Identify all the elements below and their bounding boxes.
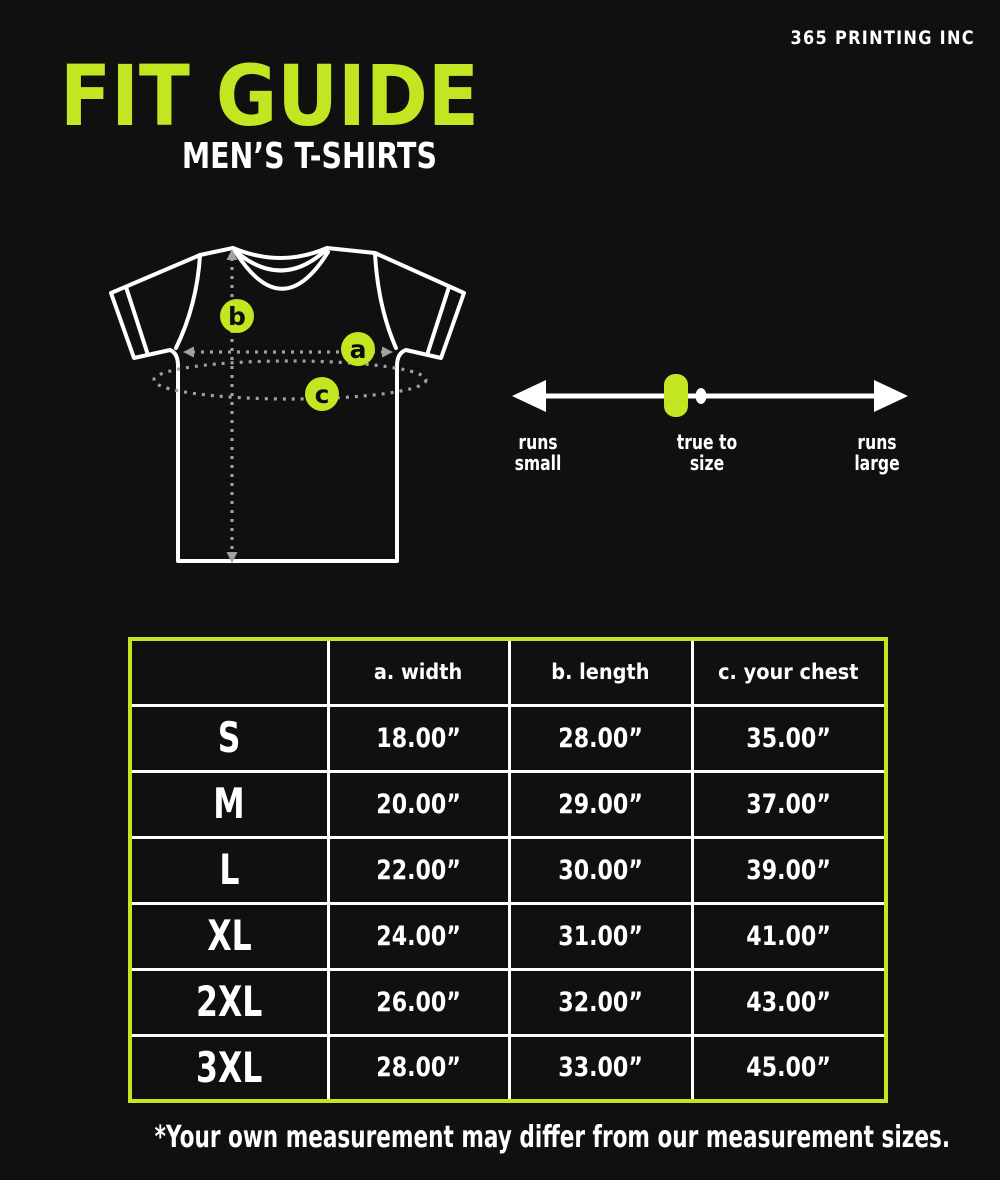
- tshirt-collar-back-line: [233, 248, 327, 258]
- size-table: [128, 637, 888, 1103]
- size-label: L: [219, 845, 240, 894]
- size-table-header-row: [130, 639, 886, 705]
- scale-label-runs-small: [515, 432, 562, 474]
- chest-value: 43.00”: [746, 986, 832, 1018]
- size-label: S: [217, 713, 241, 762]
- header-chest: [692, 639, 886, 705]
- header-size: [130, 639, 328, 705]
- width-cell: [328, 969, 509, 1035]
- marker-c: [305, 377, 339, 411]
- size-cell: [130, 705, 328, 771]
- length-value: 32.00”: [558, 986, 643, 1018]
- scale-label-runs-large: [854, 432, 899, 474]
- width-value: 26.00”: [376, 986, 461, 1018]
- fit-scale-diagram: [505, 368, 915, 424]
- chest-value: 45.00”: [746, 1052, 832, 1084]
- tshirt-seam-right: [375, 254, 396, 348]
- fit-scale-arrow-right-icon: [874, 380, 908, 412]
- chest-cell: [692, 705, 886, 771]
- footnote: *Your own measurement may differ from our measurement sizes.: [154, 1120, 951, 1155]
- table-row: [130, 771, 886, 837]
- width-arrow-left-icon: [183, 347, 194, 358]
- width-value: 22.00”: [376, 854, 461, 886]
- width-cell: [328, 771, 509, 837]
- page-subtitle-row: [60, 136, 437, 177]
- scale-label-line: large: [854, 451, 900, 475]
- chest-cell: [692, 903, 886, 969]
- size-cell: [130, 837, 328, 903]
- length-value: 30.00”: [558, 854, 643, 886]
- marker-c-letter: c: [314, 380, 330, 409]
- size-cell: [130, 771, 328, 837]
- header-length-label: b. length: [551, 660, 650, 685]
- chest-cell: [692, 1035, 886, 1101]
- width-cell: [328, 837, 509, 903]
- scale-label-line: small: [514, 451, 562, 475]
- header-chest-label: c. your chest: [718, 660, 859, 685]
- length-cell: [509, 771, 692, 837]
- length-value: 31.00”: [558, 920, 643, 952]
- footnote-row: [0, 1120, 1000, 1155]
- width-value: 28.00”: [376, 1052, 461, 1084]
- scale-label-true-to-size: [677, 432, 737, 474]
- table-row: [130, 1035, 886, 1101]
- length-value: 33.00”: [558, 1052, 643, 1084]
- header-width-label: a. width: [374, 660, 463, 685]
- fit-scale-dot-icon: [696, 388, 707, 404]
- width-value: 24.00”: [376, 920, 461, 952]
- scale-label-line: runs: [857, 430, 897, 454]
- size-label: M: [213, 779, 245, 828]
- page-subtitle: MEN’S T-SHIRTS: [181, 136, 437, 177]
- chest-cell: [692, 837, 886, 903]
- chest-value: 35.00”: [746, 722, 832, 754]
- scale-label-line: size: [689, 451, 725, 475]
- page-title: FIT GUIDE: [60, 47, 479, 145]
- length-cell: [509, 1035, 692, 1101]
- table-row: [130, 837, 886, 903]
- chest-cell: [692, 771, 886, 837]
- size-cell: [130, 1035, 328, 1101]
- length-value: 29.00”: [558, 788, 643, 820]
- length-value: 28.00”: [558, 722, 643, 754]
- size-cell: [130, 903, 328, 969]
- brand-name: 365 PRINTING INC: [790, 27, 975, 49]
- length-cell: [509, 705, 692, 771]
- size-label: 3XL: [196, 1042, 263, 1092]
- width-cell: [328, 903, 509, 969]
- tshirt-seam-left: [176, 255, 200, 348]
- tshirt-outline-icon: [111, 248, 464, 561]
- fit-scale-indicator: [664, 374, 688, 417]
- table-row: [130, 705, 886, 771]
- width-cell: [328, 705, 509, 771]
- length-cell: [509, 903, 692, 969]
- chest-measure-ellipse: [154, 361, 426, 399]
- header-width: [328, 639, 509, 705]
- width-arrow-right-icon: [382, 347, 393, 358]
- width-value: 20.00”: [376, 788, 461, 820]
- chest-value: 37.00”: [746, 788, 832, 820]
- chest-value: 39.00”: [746, 854, 832, 886]
- scale-label-line: true to: [676, 430, 738, 454]
- scale-label-line: runs: [518, 430, 558, 454]
- size-cell: [130, 969, 328, 1035]
- fit-scale-arrow-left-icon: [512, 380, 546, 412]
- size-label: 2XL: [196, 977, 263, 1026]
- header-length: [509, 639, 692, 705]
- marker-b: [220, 299, 254, 333]
- length-cell: [509, 837, 692, 903]
- table-row: [130, 969, 886, 1035]
- width-value: 18.00”: [376, 722, 461, 754]
- marker-b-letter: b: [228, 302, 246, 331]
- tshirt-measurement-diagram: [95, 235, 475, 575]
- chest-cell: [692, 969, 886, 1035]
- marker-a: [341, 332, 375, 366]
- chest-value: 41.00”: [746, 920, 832, 952]
- width-cell: [328, 1035, 509, 1101]
- marker-a-letter: a: [349, 335, 367, 364]
- table-row: [130, 903, 886, 969]
- length-cell: [509, 969, 692, 1035]
- size-label: XL: [207, 911, 252, 960]
